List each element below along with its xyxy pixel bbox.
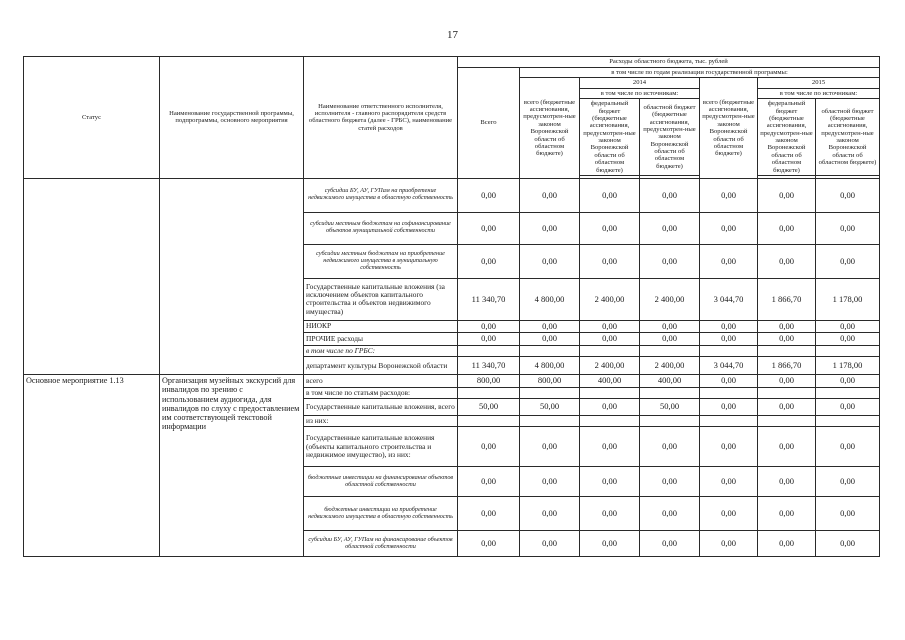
row-value: 0,00 xyxy=(700,178,758,212)
row-value: 0,00 xyxy=(640,531,700,557)
row-value: 0,00 xyxy=(700,497,758,531)
header-executor: Наименование ответственного исполнителя, исполнителя - главного распорядителя средств областного бюджета (далее - ГРБС), наименование статей расходов xyxy=(304,57,458,179)
row-value: 400,00 xyxy=(640,375,700,388)
row-value: 1 866,70 xyxy=(758,278,816,320)
row-label: Государственные капитальные вложения (объекты капитального строительства и недвижимое имущество), из них: xyxy=(304,427,458,467)
row-value: 0,00 xyxy=(640,497,700,531)
row-value: 0,00 xyxy=(816,320,880,333)
row-value: 0,00 xyxy=(458,531,520,557)
row-value: 0,00 xyxy=(520,333,580,346)
row-value: 0,00 xyxy=(640,467,700,497)
row-value: 0,00 xyxy=(580,467,640,497)
row-value: 0,00 xyxy=(700,531,758,557)
row-value: 0,00 xyxy=(816,497,880,531)
row-value xyxy=(520,387,580,398)
row-value: 50,00 xyxy=(640,398,700,415)
row-value: 11 340,70 xyxy=(458,357,520,375)
row-label: ПРОЧИЕ расходы xyxy=(304,333,458,346)
row-value: 2 400,00 xyxy=(580,278,640,320)
row-value: 0,00 xyxy=(700,320,758,333)
row-value: 0,00 xyxy=(816,398,880,415)
row-value: 0,00 xyxy=(816,375,880,388)
row-value: 0,00 xyxy=(816,467,880,497)
row-value: 0,00 xyxy=(758,398,816,415)
row-value xyxy=(640,415,700,426)
row-value: 0,00 xyxy=(758,333,816,346)
row-value: 0,00 xyxy=(458,333,520,346)
row-label: из них: xyxy=(304,415,458,426)
row-value: 1 178,00 xyxy=(816,357,880,375)
row-value: 0,00 xyxy=(758,212,816,244)
row-value: 0,00 xyxy=(758,320,816,333)
row-value: 0,00 xyxy=(640,333,700,346)
row-value xyxy=(458,387,520,398)
header-2015-regional: областной бюджет (бюджетные ассигнования, предусмотрен-ные законом Воронежской области об областном бюджете) xyxy=(816,99,880,176)
row-value: 0,00 xyxy=(758,531,816,557)
header-2015-sources: в том числе по источникам: xyxy=(758,88,880,98)
row-value xyxy=(816,415,880,426)
row-label: субсидии БУ, АУ, ГУПам на финансирование объектов областной собственности xyxy=(304,531,458,557)
header-total: Всего xyxy=(458,68,520,179)
header-2015-federal: федеральный бюджет (бюджетные ассигнования, предусмотрен-ные законом Воронежской области об областном бюджете) xyxy=(758,99,816,176)
row-value xyxy=(580,345,640,356)
row-label: Государственные капитальные вложения, всего xyxy=(304,398,458,415)
row-value: 0,00 xyxy=(580,244,640,278)
row-value xyxy=(758,387,816,398)
row-value: 0,00 xyxy=(580,427,640,467)
row-value xyxy=(580,415,640,426)
row-value: 0,00 xyxy=(640,427,700,467)
row-label: субсидии БУ, АУ, ГУПам на приобретение недвижимого имущества в областную собственность xyxy=(304,178,458,212)
row-value xyxy=(816,345,880,356)
row-value: 0,00 xyxy=(580,497,640,531)
row-value: 0,00 xyxy=(458,497,520,531)
header-year-2014: 2014 xyxy=(580,78,700,88)
row-value: 4 800,00 xyxy=(520,357,580,375)
row-value: 0,00 xyxy=(700,398,758,415)
row-value: 0,00 xyxy=(758,467,816,497)
table-row xyxy=(24,178,880,212)
row-value xyxy=(520,345,580,356)
row-value: 400,00 xyxy=(580,375,640,388)
row-label: в том числе по ГРБС: xyxy=(304,345,458,356)
row-value: 0,00 xyxy=(458,178,520,212)
row-value: 0,00 xyxy=(458,320,520,333)
header-by-years: в том числе по годам реализации государственной программы: xyxy=(520,68,880,78)
row-value: 0,00 xyxy=(640,212,700,244)
activity-status: Основное мероприятие 1.13 xyxy=(24,375,160,557)
row-value: 0,00 xyxy=(640,320,700,333)
row-value: 50,00 xyxy=(520,398,580,415)
row-value: 1 178,00 xyxy=(816,278,880,320)
row-value: 0,00 xyxy=(458,212,520,244)
row-value: 0,00 xyxy=(580,212,640,244)
row-value: 0,00 xyxy=(816,212,880,244)
row-value: 0,00 xyxy=(458,467,520,497)
row-value: 11 340,70 xyxy=(458,278,520,320)
row-label: в том числе по статьям расходов: xyxy=(304,387,458,398)
status-cell-empty xyxy=(24,178,160,374)
row-value: 0,00 xyxy=(758,497,816,531)
row-label: бюджетные инвестиции на приобретение недвижимого имущества в областную собственность xyxy=(304,497,458,531)
row-value: 0,00 xyxy=(580,320,640,333)
row-value: 0,00 xyxy=(520,244,580,278)
row-value: 0,00 xyxy=(758,375,816,388)
row-value: 0,00 xyxy=(520,497,580,531)
budget-table xyxy=(23,56,880,557)
row-value xyxy=(520,415,580,426)
header-2014-regional: областной бюджет (бюджетные ассигнования, предусмотрен-ные законом Воронежской области об областном бюджете) xyxy=(640,99,700,176)
row-label: Государственные капитальные вложения (за исключением объектов капитального строительства и объектов недвижимого имущества) xyxy=(304,278,458,320)
row-value: 0,00 xyxy=(580,333,640,346)
row-value: 0,00 xyxy=(580,398,640,415)
row-value: 800,00 xyxy=(458,375,520,388)
row-value: 0,00 xyxy=(520,467,580,497)
header-2014-total: всего (бюджетные ассигнования, предусмотрен-ные законом Воронежской области об областном бюджете) xyxy=(520,78,580,179)
row-value xyxy=(640,387,700,398)
header-expenses-title: Расходы областного бюджета, тыс. рублей xyxy=(458,57,880,68)
header-program-name: Наименование государственной программы, подпрограммы, основного мероприятия xyxy=(160,57,304,179)
row-value xyxy=(700,415,758,426)
row-value: 0,00 xyxy=(816,333,880,346)
row-value xyxy=(816,387,880,398)
row-value: 0,00 xyxy=(580,178,640,212)
row-label: всего xyxy=(304,375,458,388)
row-value: 0,00 xyxy=(816,178,880,212)
program-cell-empty xyxy=(160,178,304,374)
row-value: 0,00 xyxy=(700,244,758,278)
row-value: 2 400,00 xyxy=(580,357,640,375)
row-value: 0,00 xyxy=(816,427,880,467)
row-value: 4 800,00 xyxy=(520,278,580,320)
header-2014-federal: федеральный бюджет (бюджетные ассигнования, предусмотрен-ные законом Воронежской области об областном бюджете) xyxy=(580,99,640,176)
page-number: 17 xyxy=(447,29,458,41)
activity-name: Организация музейных экскурсий для инвалидов по зрению с использованием аудиогида, для инвалидов по слуху с предоставлением им соответствующей текстовой информации xyxy=(160,375,304,557)
row-value: 0,00 xyxy=(816,244,880,278)
row-value: 0,00 xyxy=(758,178,816,212)
row-value: 50,00 xyxy=(458,398,520,415)
row-value xyxy=(458,345,520,356)
row-value: 0,00 xyxy=(520,212,580,244)
row-value: 3 044,70 xyxy=(700,357,758,375)
row-label: департамент культуры Воронежской области xyxy=(304,357,458,375)
row-value: 0,00 xyxy=(758,244,816,278)
row-value xyxy=(640,345,700,356)
row-value: 0,00 xyxy=(700,212,758,244)
row-value: 800,00 xyxy=(520,375,580,388)
row-value xyxy=(758,345,816,356)
row-value: 3 044,70 xyxy=(700,278,758,320)
row-value xyxy=(580,387,640,398)
row-value: 0,00 xyxy=(640,178,700,212)
table-row xyxy=(24,375,880,388)
row-value: 0,00 xyxy=(700,375,758,388)
row-value: 0,00 xyxy=(816,531,880,557)
row-value: 0,00 xyxy=(520,178,580,212)
header-2015-total: всего (бюджетные ассигнования, предусмотрен-ные законом Воронежской области об областном бюджете) xyxy=(700,78,758,179)
row-value: 0,00 xyxy=(700,333,758,346)
row-value xyxy=(700,387,758,398)
header-status: Статус xyxy=(24,57,160,179)
row-label: субсидии местным бюджетам на софинансирование объектов муниципальной собственности xyxy=(304,212,458,244)
row-value: 0,00 xyxy=(458,244,520,278)
row-value: 0,00 xyxy=(580,531,640,557)
row-value: 0,00 xyxy=(458,427,520,467)
row-value xyxy=(700,345,758,356)
row-value: 0,00 xyxy=(520,531,580,557)
row-label: субсидии местным бюджетам на приобретение недвижимого имущества в муниципальную собственность xyxy=(304,244,458,278)
row-value: 0,00 xyxy=(520,427,580,467)
row-value: 1 866,70 xyxy=(758,357,816,375)
row-value: 2 400,00 xyxy=(640,357,700,375)
row-value xyxy=(458,415,520,426)
header-2014-sources: в том числе по источникам: xyxy=(580,88,700,98)
row-value: 0,00 xyxy=(640,244,700,278)
row-value: 0,00 xyxy=(758,427,816,467)
header-year-2015: 2015 xyxy=(758,78,880,88)
row-value: 0,00 xyxy=(700,467,758,497)
row-value: 2 400,00 xyxy=(640,278,700,320)
row-value: 0,00 xyxy=(520,320,580,333)
row-value: 0,00 xyxy=(700,427,758,467)
row-label: бюджетные инвестиции на финансирование объектов областной собственности xyxy=(304,467,458,497)
row-value xyxy=(758,415,816,426)
row-label: НИОКР xyxy=(304,320,458,333)
